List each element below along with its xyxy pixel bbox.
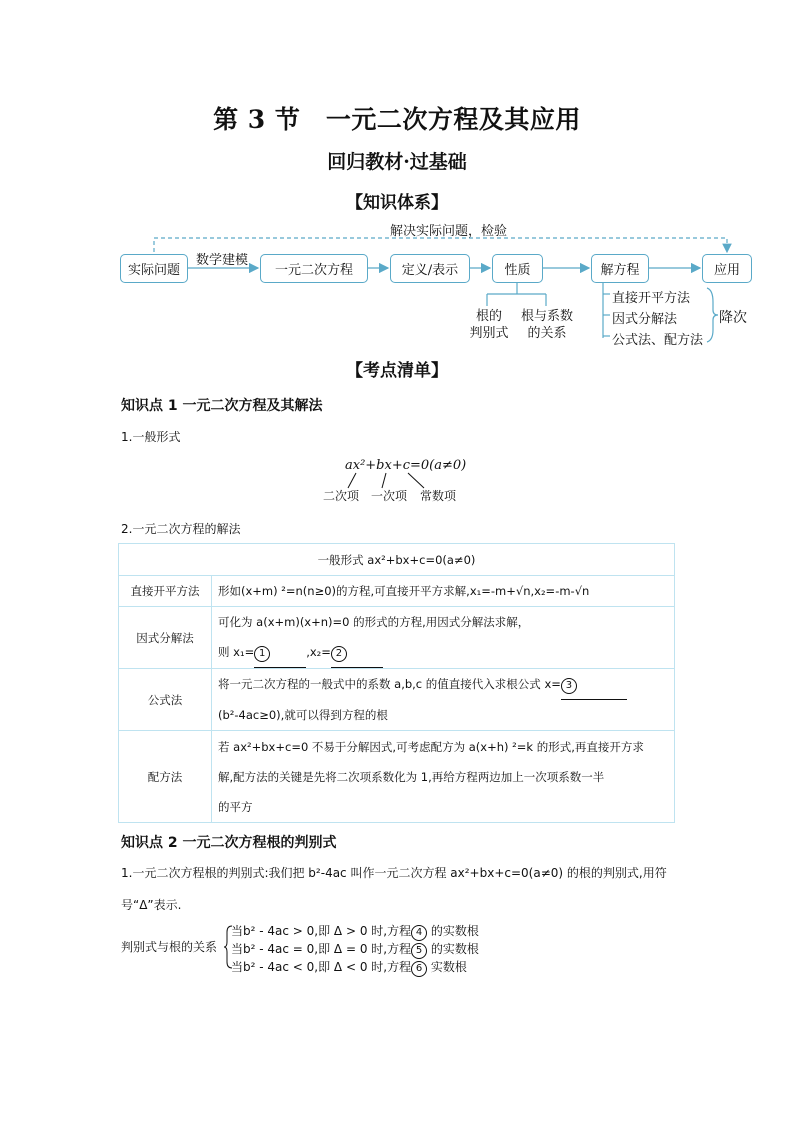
row-content: 形如(x+m) ²=n(n≥0)的方程,可直接开平方求解,x₁=-m+√n,x₂=-m-√n	[212, 576, 675, 607]
circled-number: 3	[561, 678, 577, 694]
blank-1	[254, 637, 306, 668]
kp2-para-line1: 1.一元二次方程根的判别式:我们把 b²-4ac 叫作一元二次方程 ax²+bx+c=0(a≠0) 的根的判别式,用符	[121, 866, 667, 880]
section-knowledge-system: 【知识体系】	[346, 193, 448, 213]
kp2-para-line2: 号“Δ”表示.	[121, 898, 182, 912]
blank-2	[331, 637, 383, 668]
label-constant-term: 常数项	[420, 489, 457, 503]
general-form-formula: ax²+bx+c=0(a≠0)	[345, 458, 467, 473]
diagram-modeling-label: 数学建模	[196, 253, 249, 268]
diagram-method-sqrt: 直接开平方法	[612, 291, 691, 306]
diagram-method-factor: 因式分解法	[612, 312, 678, 327]
kp1-item1: 1.一般形式	[121, 430, 181, 444]
case-negative: 当b² - 4ac < 0,即 Δ < 0 时,方程 6 实数根	[231, 961, 479, 977]
row-content: 若 ax²+bx+c=0 不易于分解因式,可考虑配方为 a(x+h) ²=k 的形式,再直接开方求 解,配方法的关键是先将二次项系数化为 1,再给方程两边加上一次项系数一半 的平方	[212, 731, 675, 823]
blank-3	[561, 669, 627, 700]
discriminant-relation-label: 判别式与根的关系	[121, 940, 218, 954]
case-zero: 当b² - 4ac = 0,即 Δ = 0 时,方程 5 的实数根	[231, 943, 479, 959]
row-label: 公式法	[119, 669, 212, 731]
solution-methods-table	[118, 543, 675, 823]
table-row	[119, 669, 675, 731]
label-quadratic-term: 二次项	[323, 489, 360, 503]
table-row	[119, 576, 675, 607]
section-checklist: 【考点清单】	[346, 361, 448, 381]
diagram-method-formula: 公式法、配方法	[612, 333, 704, 348]
circled-number: 4	[411, 925, 427, 941]
row-label: 直接开平方法	[119, 576, 212, 607]
node-actual-problem: 实际问题	[120, 254, 188, 283]
row-content: 可化为 a(x+m)(x+n)=0 的形式的方程,用因式分解法求解， 则 x₁= 1 ,x₂= 2	[212, 607, 675, 669]
case-positive: 当b² - 4ac > 0,即 Δ > 0 时,方程 4 的实数根	[231, 925, 479, 941]
page-subtitle: 回归教材·过基础	[327, 151, 467, 173]
node-solve: 解方程	[591, 254, 649, 283]
row-label: 因式分解法	[119, 607, 212, 669]
table-row	[119, 731, 675, 823]
node-definition: 定义/表示	[390, 254, 470, 283]
circled-number: 1	[254, 646, 270, 662]
diagram-reduce-label: 降次	[719, 310, 747, 326]
circled-number: 6	[411, 961, 427, 977]
circled-number: 2	[331, 646, 347, 662]
circled-number: 5	[411, 943, 427, 959]
node-application: 应用	[702, 254, 752, 283]
kp1-heading: 知识点 1 一元二次方程及其解法	[121, 398, 323, 414]
discriminant-cases	[231, 925, 479, 977]
diagram-top-label: 解决实际问题，检验	[390, 224, 508, 239]
knowledge-diagram	[0, 214, 794, 348]
kp1-item2: 2.一元二次方程的解法	[121, 522, 241, 536]
row-label: 配方法	[119, 731, 212, 823]
diagram-vieta: 根与系数 的关系	[520, 309, 573, 341]
table-header: 一般形式 ax²+bx+c=0(a≠0)	[119, 544, 675, 576]
kp2-heading: 知识点 2 一元二次方程根的判别式	[121, 835, 337, 851]
node-properties: 性质	[492, 254, 543, 283]
diagram-discriminant: 根的 判别式	[469, 309, 509, 341]
label-linear-term: 一次项	[371, 489, 408, 503]
node-quadratic-equation: 一元二次方程	[260, 254, 368, 283]
table-row	[119, 607, 675, 669]
row-content: 将一元二次方程的一般式中的系数 a,b,c 的值直接代入求根公式 x= 3 (b²-4ac≥0),就可以得到方程的根	[212, 669, 675, 731]
page-title: 第 3 节 一元二次方程及其应用	[213, 105, 581, 134]
